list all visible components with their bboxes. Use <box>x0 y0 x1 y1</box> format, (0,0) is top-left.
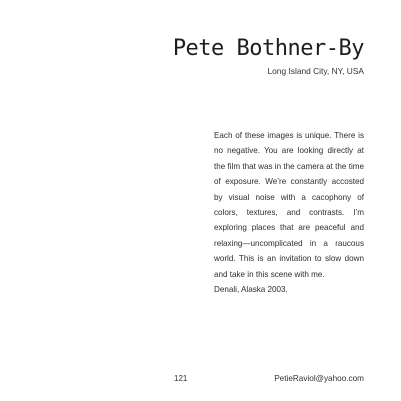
image-caption: Denali, Alaska 2003. <box>214 285 288 295</box>
artist-location: Long Island City, NY, USA <box>267 66 364 76</box>
artist-name: Pete Bothner-By <box>172 36 364 61</box>
page-number: 121 <box>174 374 188 383</box>
statement-text: Each of these images is unique. There is no negative. You are looking directly at the film that was in the camera at the time of exposure. We’re constantly accosted by visual noise with a cacophony of colors, textures, and contrasts. I’m exploring places that are peaceful and relaxing—uncomplicated in a raucous world. This is an invitation to slow down and take in this scene with me. <box>214 131 364 279</box>
contact-email[interactable]: PetieRaviol@yahoo.com <box>274 374 364 383</box>
artist-statement <box>214 128 364 297</box>
